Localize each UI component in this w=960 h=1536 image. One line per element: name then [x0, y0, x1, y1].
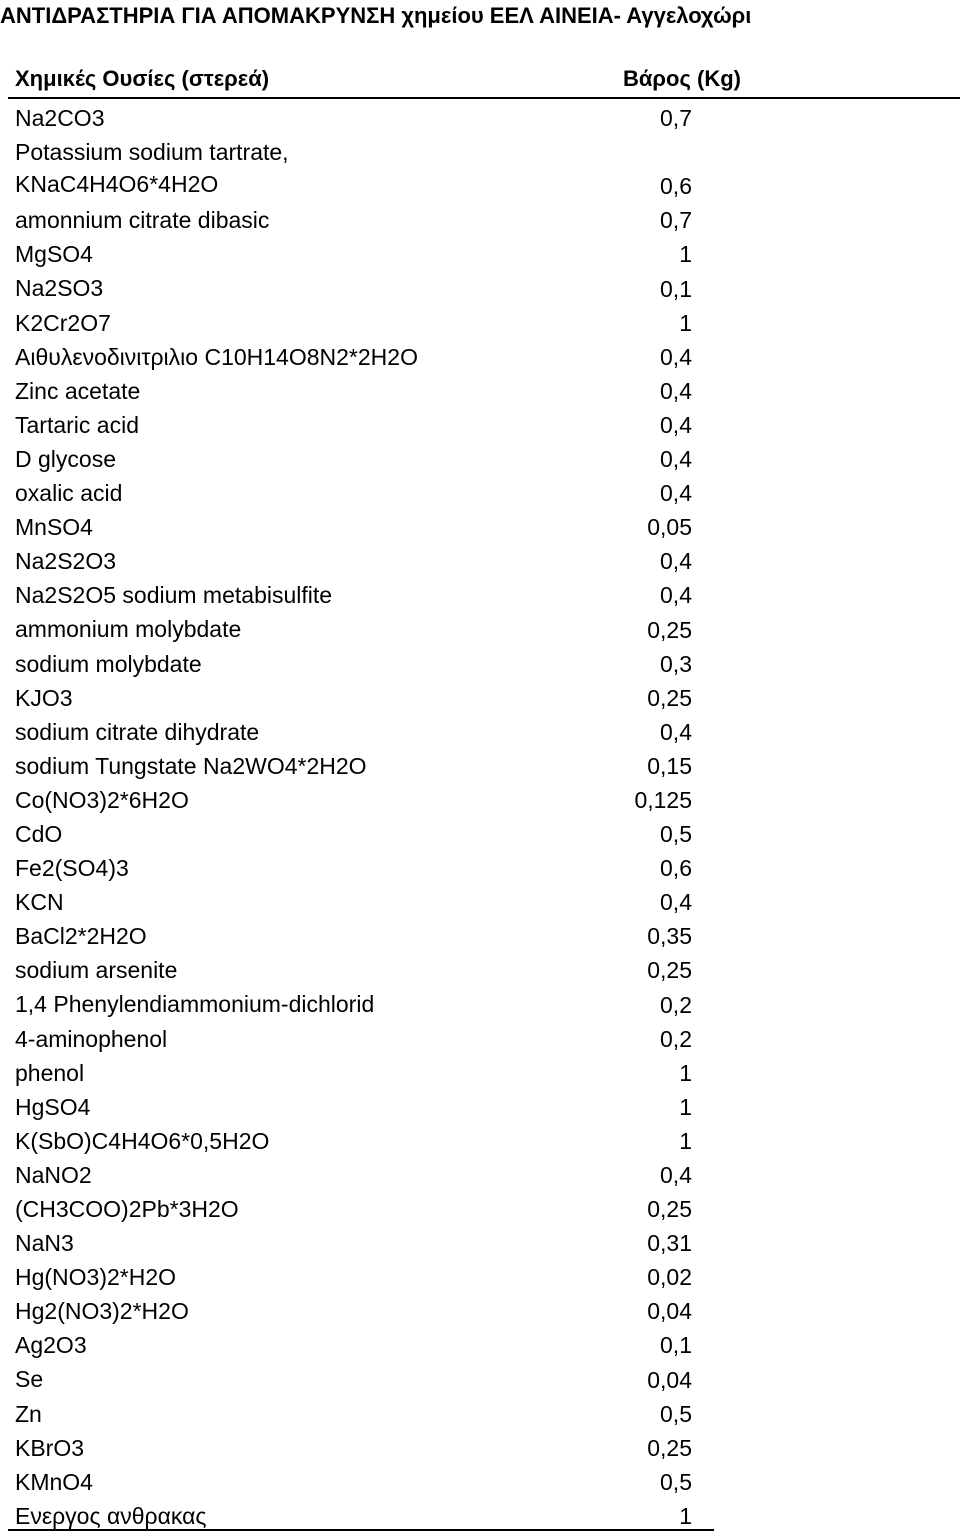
weight-value: 0,7: [660, 207, 692, 234]
weight-value: 0,4: [660, 343, 692, 370]
substance-name: oxalic acid: [15, 480, 123, 507]
table-row: [0, 441, 960, 475]
substance-name: Se: [15, 1366, 44, 1393]
substance-name: Na2CO3: [15, 105, 105, 131]
table-row: [0, 1430, 960, 1464]
table-bottom-border: [8, 1529, 714, 1531]
substance-name: KJO3: [15, 684, 73, 711]
weight-value: 0,25: [647, 1196, 692, 1223]
weight-value: 0,25: [647, 1434, 692, 1461]
weight-value: 0,4: [660, 480, 692, 507]
substance-name: Ag2O3: [15, 1332, 87, 1359]
weight-value: 1: [679, 1059, 692, 1086]
weight-value: 1: [679, 1093, 692, 1120]
weight-value: 0,6: [660, 855, 692, 882]
weight-value: 0,35: [647, 923, 692, 950]
table-row: [0, 577, 960, 611]
substance-name: ammonium molybdate: [15, 616, 242, 643]
substance-name: CdO: [15, 820, 63, 847]
table-row: [0, 134, 960, 202]
weight-value: 0,7: [660, 105, 692, 132]
substance-name: BaCl2*2H2O: [15, 923, 147, 950]
table-row: [0, 1293, 960, 1327]
table-row: [0, 850, 960, 884]
substance-name: Potassium sodium tartrate, KNaC4H4O6*4H2O: [15, 139, 289, 198]
table-row: [0, 1361, 960, 1395]
substance-name: Hg2(NO3)2*H2O: [15, 1298, 189, 1325]
table-row: [0, 918, 960, 952]
substance-name: Αιθυλενοδινιτριλιο C10H14O8N2*2H2O: [15, 343, 418, 370]
substance-name: NaNO2: [15, 1161, 92, 1188]
table-row: [0, 373, 960, 407]
table-row: [0, 1396, 960, 1430]
table-row: [0, 1225, 960, 1259]
table-row: [0, 952, 960, 986]
weight-value: 0,15: [647, 752, 692, 779]
substance-name: 1,4 Phenylendiammonium-dichlorid: [15, 991, 375, 1018]
column-header-weight: Βάρος (Kg): [623, 66, 741, 91]
table-row: [0, 339, 960, 373]
table-row: [0, 100, 960, 134]
weight-value: 0,25: [647, 957, 692, 984]
table-row: [0, 714, 960, 748]
chemicals-table: [0, 100, 960, 1532]
table-row: [0, 1089, 960, 1123]
weight-value: 0,4: [660, 889, 692, 916]
weight-value: 1: [679, 1502, 692, 1529]
weight-value: 0,6: [660, 173, 692, 200]
weight-value: 0,4: [660, 1162, 692, 1188]
weight-value: 0,4: [660, 548, 692, 575]
substance-name: Co(NO3)2*6H2O: [15, 786, 189, 813]
document-title: ΑΝΤΙΔΡΑΣΤΗΡΙΑ ΓΙΑ ΑΠΟΜΑΚΡΥΝΣΗ χημείου ΕΕΛ ΑΙΝΕΙΑ- Αγγελοχώρι: [0, 3, 752, 28]
table-row: [0, 611, 960, 645]
substance-name: phenol: [15, 1059, 85, 1086]
substance-name: sodium arsenite: [15, 957, 178, 984]
table-row: [0, 1021, 960, 1055]
weight-value: 0,1: [660, 275, 692, 302]
table-row: [0, 270, 960, 304]
weight-value: 0,125: [634, 786, 692, 813]
table-row: [0, 1259, 960, 1293]
weight-value: 0,04: [647, 1366, 692, 1393]
substance-name: MnSO4: [15, 514, 93, 541]
table-row: [0, 782, 960, 816]
weight-value: 0,02: [647, 1264, 692, 1291]
substance-name: Tartaric acid: [15, 411, 139, 438]
table-row: [0, 475, 960, 509]
table-row: [0, 1498, 960, 1532]
substance-name: Na2S2O3: [15, 548, 117, 575]
table-row: [0, 986, 960, 1020]
weight-value: 0,1: [660, 1332, 692, 1359]
substance-name: Zinc acetate: [15, 377, 141, 404]
substance-name: amonnium citrate dibasic: [15, 207, 270, 234]
table-row: [0, 236, 960, 270]
weight-value: 0,2: [660, 1025, 692, 1052]
table-row: [0, 202, 960, 236]
weight-value: 0,04: [647, 1298, 692, 1325]
table-row: [0, 816, 960, 850]
substance-name: Na2S2O5 sodium metabisulfite: [15, 582, 333, 609]
column-header-substance: Χημικές Ουσίες (στερεά): [15, 66, 270, 91]
substance-name: MgSO4: [15, 241, 93, 268]
weight-value: 0,4: [660, 718, 692, 745]
substance-name: KBrO3: [15, 1434, 85, 1461]
table-row: [0, 884, 960, 918]
substance-name: HgSO4: [15, 1093, 91, 1120]
table-row: [0, 1464, 960, 1498]
substance-name: K(SbO)C4H4O6*0,5H2O: [15, 1127, 270, 1154]
table-row: [0, 407, 960, 441]
weight-value: 1: [679, 1127, 692, 1154]
weight-value: 0,5: [660, 1400, 692, 1427]
table-row: [0, 305, 960, 339]
weight-value: 0,4: [660, 411, 692, 438]
table-row: [0, 680, 960, 714]
weight-value: 0,5: [660, 1468, 692, 1495]
table-row: [0, 509, 960, 543]
weight-value: 0,4: [660, 377, 692, 404]
weight-value: 0,25: [647, 616, 692, 643]
weight-value: 1: [679, 241, 692, 268]
weight-value: 0,3: [660, 650, 692, 677]
header-divider: [8, 97, 960, 99]
substance-name: K2Cr2O7: [15, 309, 111, 336]
substance-name: Fe2(SO4)3: [15, 855, 129, 882]
weight-value: 0,31: [647, 1230, 692, 1257]
substance-name: sodium Tungstate Na2WO4*2H2O: [15, 752, 367, 779]
weight-value: 0,4: [660, 446, 692, 473]
weight-value: 0,4: [660, 582, 692, 609]
substance-name: sodium molybdate: [15, 650, 202, 677]
substance-name: D glycose: [15, 445, 116, 472]
weight-value: 0,05: [647, 514, 692, 541]
substance-name: NaN3: [15, 1230, 74, 1257]
table-row: [0, 1123, 960, 1157]
weight-value: 0,2: [660, 991, 692, 1018]
weight-value: 0,5: [660, 821, 692, 848]
weight-value: 1: [679, 309, 692, 336]
substance-name: Ενεργος ανθρακας: [15, 1502, 207, 1529]
table-row: [0, 543, 960, 577]
substance-name: KCN: [15, 889, 64, 916]
table-row: [0, 1157, 960, 1191]
table-row: [0, 1055, 960, 1089]
substance-name: KMnO4: [15, 1468, 93, 1495]
substance-name: 4-aminophenol: [15, 1025, 168, 1052]
table-row: [0, 646, 960, 680]
substance-name: Na2SO3: [15, 275, 104, 302]
substance-name: sodium citrate dihydrate: [15, 718, 260, 745]
table-row: [0, 748, 960, 782]
weight-value: 0,25: [647, 684, 692, 711]
table-row: [0, 1327, 960, 1361]
substance-name: Zn: [15, 1400, 42, 1427]
substance-name: Hg(NO3)2*H2O: [15, 1264, 177, 1291]
table-row: [0, 1191, 960, 1225]
substance-name: (CH3COO)2Pb*3H2O: [15, 1196, 239, 1222]
